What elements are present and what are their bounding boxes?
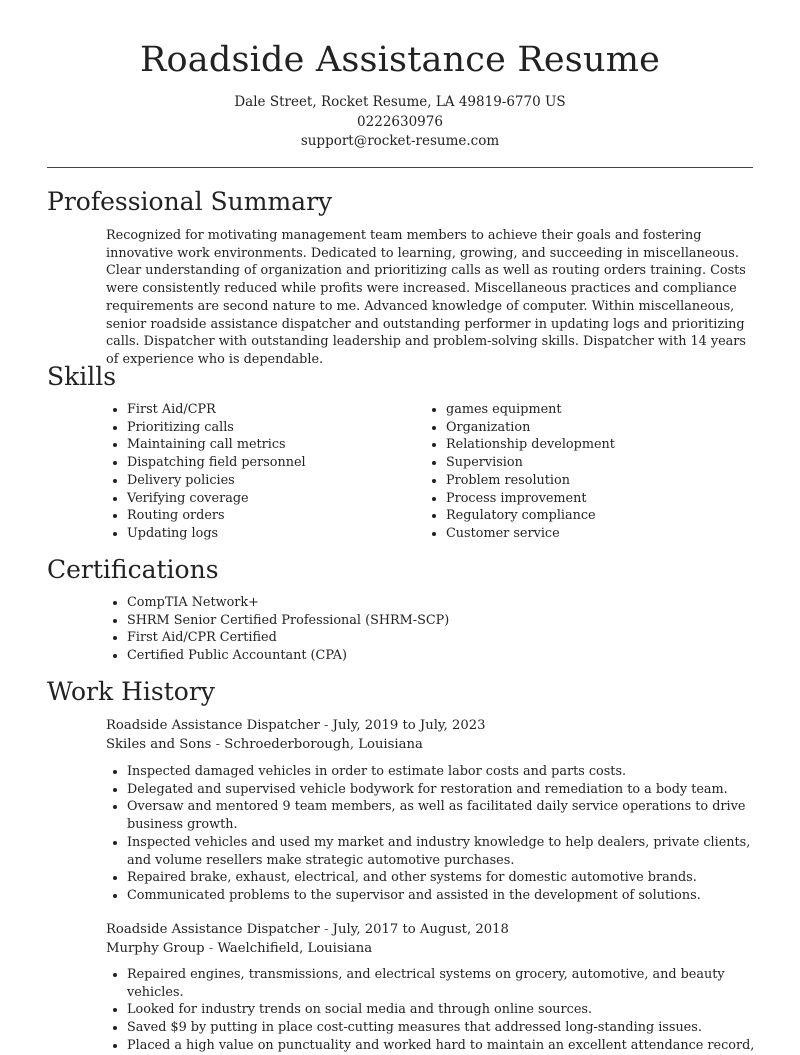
contact-address: Dale Street, Rocket Resume, LA 49819-6770 US [234,94,566,110]
skill-item: • Dispatching field personnel [127,454,427,472]
skill-item: • Maintaining call metrics [127,436,427,454]
skills-list-right [425,401,766,543]
skill-item: • First Aid/CPR [127,401,427,419]
skill-item: • Organization [446,419,766,437]
skill-item: • Regulatory compliance [446,507,766,525]
job-header [106,920,509,958]
resume-title: Roadside Assistance Resume [139,40,661,80]
job-bullet: • Placed a high value on punctuality and worked hard to maintain an excellent attendance record, [127,1037,774,1055]
job-bullet: • Saved $9 by putting in place cost-cutting measures that addressed long-standing issues. [127,1019,774,1037]
work-history-heading: Work History [47,677,215,706]
certification-item: • First Aid/CPR Certified [127,629,767,647]
skill-item: • Customer service [446,525,766,543]
job-company: Murphy Group [106,941,205,956]
job-bullet: • Communicated problems to the supervisor and assisted in the development of solutions. [127,887,774,905]
job-dates: July, 2017 to August, 2018 [332,922,509,937]
job-bullets [106,966,774,1055]
skill-item: • Prioritizing calls [127,419,427,437]
job-title-line: Roadside Assistance Dispatcher - July, 2019 to July, 2023 [106,718,486,733]
job-bullet: • Looked for industry trends on social media and through online sources. [127,1001,774,1019]
contact-phone: 0222630976 [357,113,443,130]
job-company: Skiles and Sons [106,737,212,752]
skill-item: • Delivery policies [127,472,427,490]
skill-item: • Problem resolution [446,472,766,490]
skill-item: • Process improvement [446,490,766,508]
summary-heading: Professional Summary [47,187,333,216]
job-company-line: Murphy Group - Waelchifield, Louisiana [106,941,373,956]
job-role: Roadside Assistance Dispatcher [106,718,320,733]
job-dates: July, 2019 to July, 2023 [332,718,486,733]
job-bullet: • Inspected vehicles and used my market and industry knowledge to help dealers, private clients, and volume resellers make strategic automotive purchases. [127,834,774,869]
contact-block [0,93,800,152]
certification-item: • Certified Public Accountant (CPA) [127,647,767,665]
job-location: Waelchifield, Louisiana [217,941,373,956]
certification-item: • CompTIA Network+ [127,594,767,612]
job-bullet: • Repaired brake, exhaust, electrical, and other systems for domestic automotive brands. [127,869,774,887]
certifications-list [106,594,767,665]
summary-text: Recognized for motivating management team members to achieve their goals and fostering innovative work environments. Dedicated to learning, growing, and succeeding in miscellaneous. Clear understanding of organization and prioritizing calls as well as routing orders training. Costs were consistently reduced while profits were increased. Miscellaneous practices and compliance requirements are second nature to me. Advanced knowledge of computer. Within miscellaneous, senior roadside assistance dispatcher and outstanding performer in updating logs and prioritizing calls. Dispatcher with outstanding leadership and problem-solving skills. Dispatcher with 14 years of experience who is dependable. [106,228,746,367]
skills-heading: Skills [47,362,117,391]
certifications-heading: Certifications [47,555,219,584]
header-divider [47,167,753,168]
job-bullet: • Repaired engines, transmissions, and electrical systems on grocery, automotive, and beauty vehicles. [127,966,774,1001]
job-company-line: Skiles and Sons - Schroederborough, Louisiana [106,737,423,752]
job-bullets [106,763,774,905]
skill-item: • Updating logs [127,525,427,543]
job-location: Schroederborough, Louisiana [224,737,423,752]
skills-list-left [106,401,427,543]
skill-item: • Routing orders [127,507,427,525]
skill-item: • Verifying coverage [127,490,427,508]
job-bullet: • Oversaw and mentored 9 team members, as well as facilitated daily service operations to drive business growth. [127,798,774,833]
job-role: Roadside Assistance Dispatcher [106,922,320,937]
job-title-line: Roadside Assistance Dispatcher - July, 2017 to August, 2018 [106,922,509,937]
job-bullet: • Delegated and supervised vehicle bodywork for restoration and remediation to a body team. [127,781,774,799]
skill-item: • Relationship development [446,436,766,454]
skill-item: • games equipment [446,401,766,419]
certification-item: • SHRM Senior Certified Professional (SHRM-SCP) [127,612,767,630]
skill-item: • Supervision [446,454,766,472]
job-header [106,716,486,754]
job-bullet: • Inspected damaged vehicles in order to estimate labor costs and parts costs. [127,763,774,781]
contact-email: support@rocket-resume.com [300,133,500,149]
